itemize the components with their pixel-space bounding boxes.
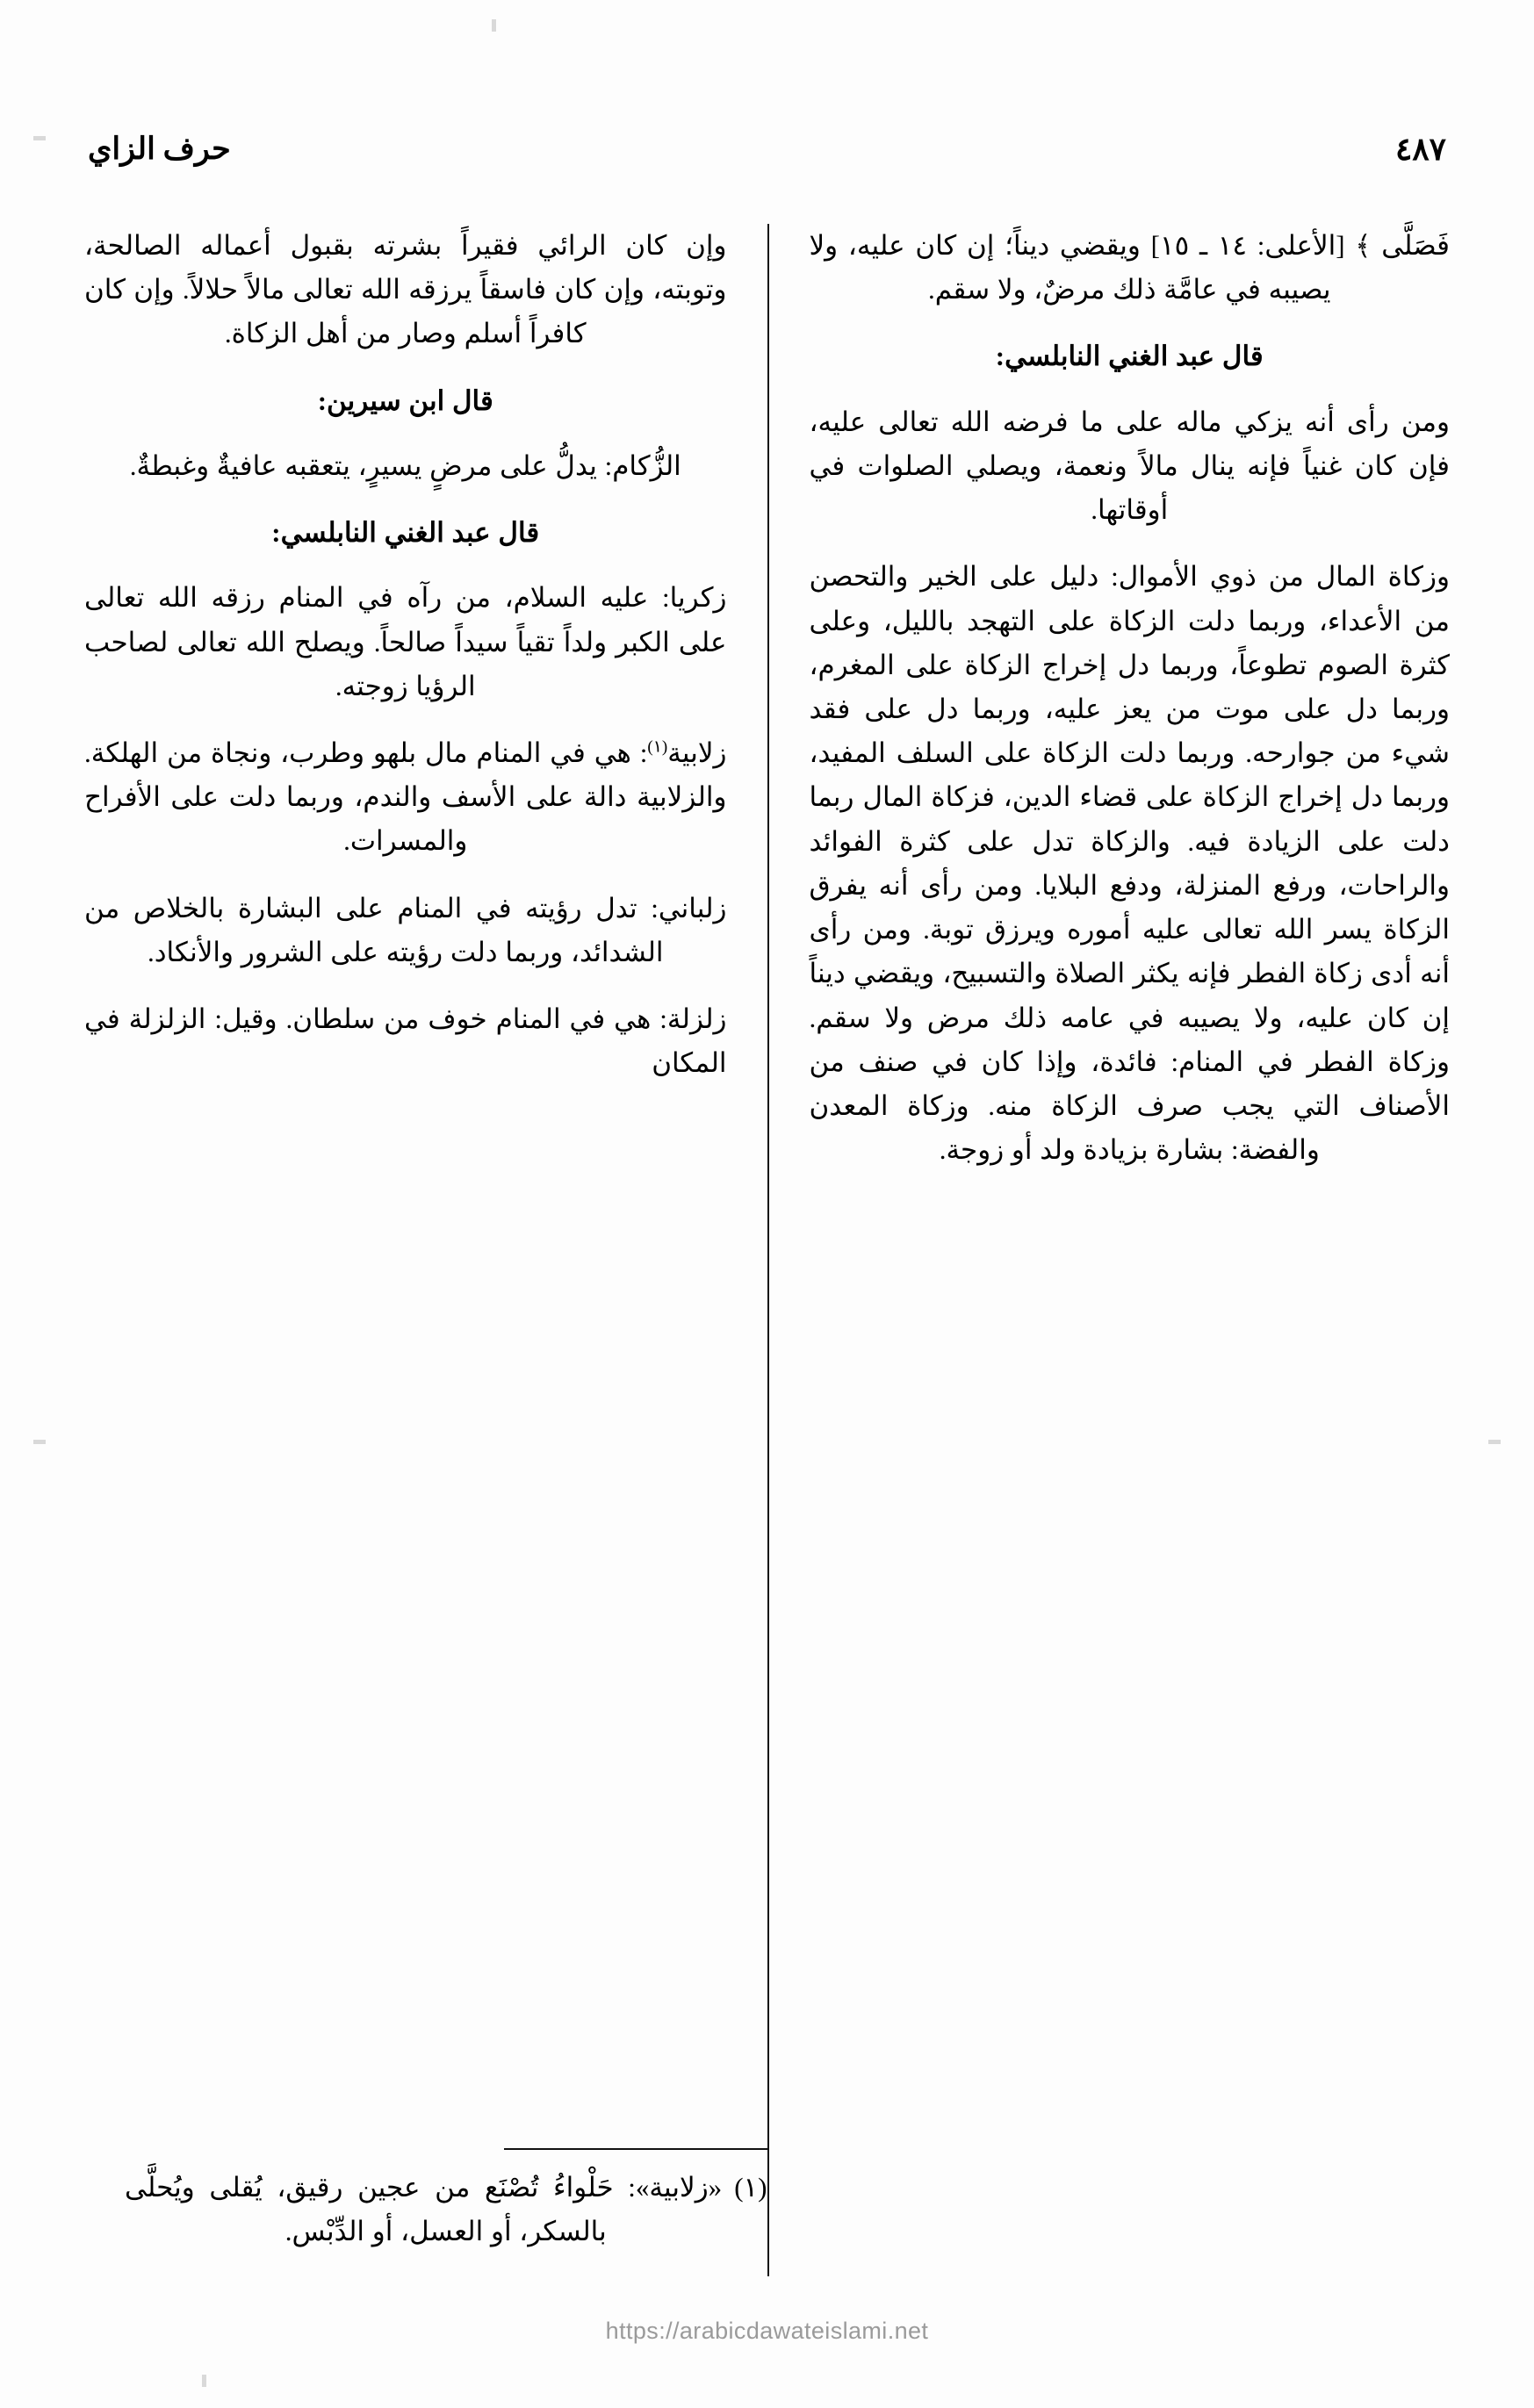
page-header: [88, 123, 1446, 176]
paragraph-zalbani: زلباني: تدل رؤيته في المنام على البشارة بالخلاص من الشدائد، وربما دلت رؤيته على الشرور والأنكاد.: [84, 892, 727, 967]
entry-term-zalabiya: زلابية: [667, 737, 727, 768]
page-number: ٤٨٧: [1394, 132, 1446, 167]
paragraph-verse-continuation: فَصَلَّى ﴾ [الأعلى: ١٤ ـ ١٥] ويقضي ديناً؛ إن كان عليه، ولا يصيبه في عامَّة ذلك مرضٌ، ولا سقم.: [809, 230, 1450, 305]
registration-mark-left: [33, 136, 46, 140]
heading-ibn-sirin: قال ابن سيرين:: [317, 385, 493, 416]
registration-mark-bottom: [202, 2375, 206, 2387]
footnote-divider: [504, 2148, 767, 2150]
column-left: [84, 224, 767, 2276]
entry-text-zalabiya: هي في المنام مال بلهو وطرب، ونجاة من الهلكة. والزلابية دالة على الأسف والندم، وربما دلت على الأفراح والمسرات.: [84, 737, 727, 857]
column-right: [767, 224, 1451, 2276]
footnote-block: [125, 2148, 767, 2276]
paragraph-zalabiya: زلابية$^{(١)}$: هي في المنام مال بلهو وطرب، ونجاة من الهلكة. والزلابية دالة على الأسف والندم، وربما دلت على الأفراح والمسرات.: [84, 737, 727, 857]
paragraph-poor-seer: وإن كان الرائي فقيراً بشرته بقبول أعماله الصالحة، وتوبته، وإن كان فاسقاً يرزقه الله تعالى مالاً حلالاً. وإن كان كافراً أسلم وصار من أهل الزكاة.: [84, 230, 727, 349]
site-watermark: https://arabicdawateislami.net: [605, 2318, 929, 2344]
paragraph-zakariya: زكريا: عليه السلام، من رآه في المنام رزقه الله تعالى على الكبر ولداً تقياً سيداً صالحاً. ويصلح الله تعالى لصاحب الرؤيا زوجته.: [84, 582, 727, 701]
registration-mark-left-lower: [33, 1440, 46, 1444]
heading-nabulsi-right: قال عبد الغني النابلسي:: [995, 341, 1264, 372]
paragraph-zukam: الزُّكام: يدلُّ على مرضٍ يسيرٍ، يتعقبه عافيةٌ وغبطةٌ.: [129, 449, 681, 481]
registration-mark-right: [1488, 1440, 1501, 1444]
footnote-text: [125, 2166, 767, 2253]
paragraph-zakat-details: وزكاة المال من ذوي الأموال: دليل على الخير والتحصن من الأعداء، وربما دلت الزكاة على التهجد بالليل، وعلى كثرة الصوم تطوعاً، وربما دل إخراج الزكاة على المغرم، وربما دل على موت من يعز عليه، وربما دل على فقد شيء من جوارحه. وربما دلت الزكاة على السلف المفيد، وربما دل إخراج الزكاة على قضاء الدين، فزكاة المال ربما دلت على الزيادة فيه. والزكاة تدل على كثرة الفوائد والراحات، ورفع المنزلة، ودفع البلايا. ومن رأى أنه يفرق الزكاة يسر الله تعالى عليه أموره ويرزق توبة. ومن رأى أنه أدى زكاة الفطر فإنه يكثر الصلاة والتسبيح، ويقضي ديناً إن كان عليه، ولا يصيبه في عامه ذلك مرض ولا سقم. وزكاة الفطر في المنام: فائدة، وإذا كان في صنف من الأصناف التي يجب صرف الزكاة منه. وزكاة المعدن والفضة: بشارة بزيادة ولد أو زوجة.: [809, 561, 1450, 1166]
registration-mark-top: [492, 19, 496, 32]
text-columns: [84, 224, 1450, 2276]
chapter-title: حرف الزاي: [88, 132, 231, 166]
footnote-ref[interactable]: (١): [647, 737, 668, 757]
paragraph-zakat-intro: ومن رأى أنه يزكي ماله على ما فرضه الله تعالى عليه، فإن كان غنياً فإنه ينال مالاً ونعمة، ويصلي الصلوات في أوقاتها.: [809, 406, 1450, 526]
footnote-body: «زلابية»: حَلْواءُ تُصْنَع من عجين رقيق، يُقلى ويُحلَّى بالسكر، أو العسل، أو الدِّبْس.: [125, 2171, 723, 2246]
heading-nabulsi-left: قال عبد الغني النابلسي:: [271, 517, 540, 549]
paragraph-zalzala: زلزلة: هي في المنام خوف من سلطان. وقيل: الزلزلة في المكان: [84, 1003, 727, 1079]
footnote-number: (١): [734, 2171, 767, 2203]
